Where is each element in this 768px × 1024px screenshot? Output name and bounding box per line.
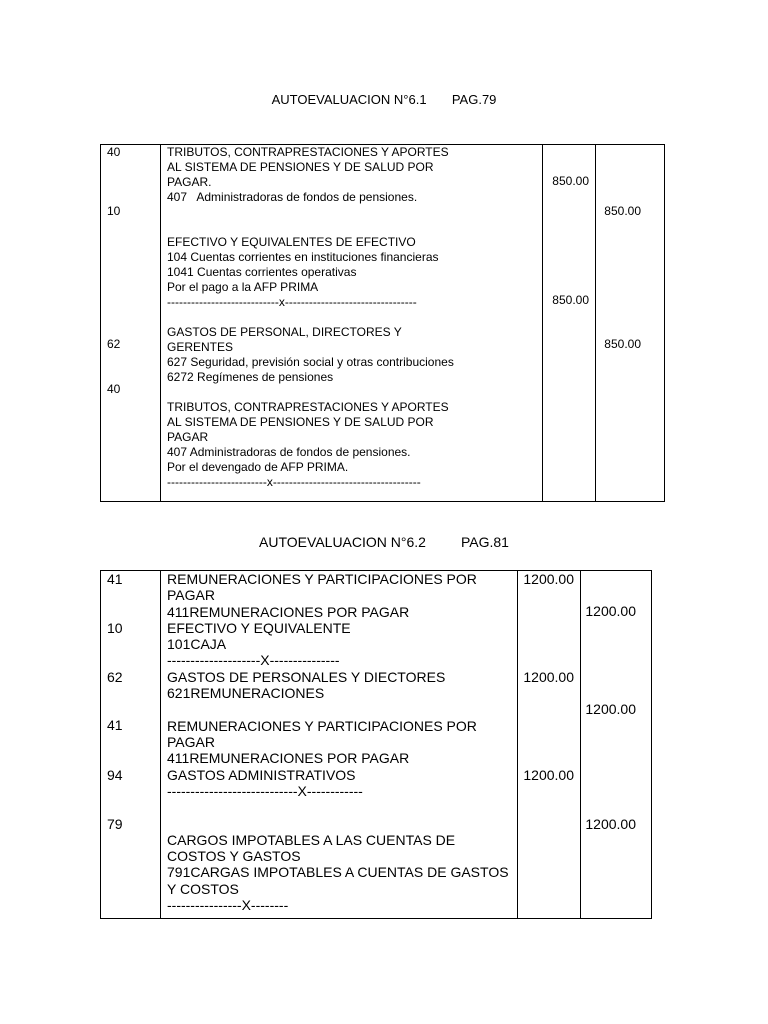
description-line: 621REMUNERACIONES: [167, 685, 325, 702]
description-line: EFECTIVO Y EQUIVALENTES DE EFECTIVO: [167, 235, 416, 249]
description-line: GERENTES: [167, 340, 234, 354]
description-line: 407 Administradoras de fondos de pensiones.: [167, 190, 418, 204]
description-line: PAGAR: [167, 430, 209, 444]
description-line: TRIBUTOS, CONTRAPRESTACIONES Y APORTES: [167, 400, 449, 414]
description-line: 411REMUNERACIONES POR PAGAR: [167, 603, 410, 620]
description-line: ----------------------------X------------: [167, 782, 363, 799]
description-line: --------------------X---------------: [167, 652, 340, 669]
credit-amount: 850.00: [604, 337, 641, 351]
description-line: PAGAR: [167, 587, 215, 604]
description-line: AL SISTEMA DE PENSIONES Y DE SALUD POR: [167, 415, 434, 429]
description-line: REMUNERACIONES Y PARTICIPACIONES POR: [167, 717, 477, 734]
column-divider: [580, 571, 581, 918]
account-code: 62: [107, 669, 123, 685]
credit-amount: 1200.00: [585, 816, 636, 832]
description-line: 407 Administradoras de fondos de pensiones.: [167, 445, 411, 459]
description-line: [167, 815, 509, 831]
description-line: AL SISTEMA DE PENSIONES Y DE SALUD POR: [167, 160, 434, 174]
description-line: 104 Cuentas corrientes en instituciones financieras: [167, 250, 439, 264]
credit-amount: 850.00: [604, 204, 641, 218]
section-1-title: AUTOEVALUACION N°6.1 PAG.79: [271, 92, 497, 107]
account-code: 41: [107, 717, 123, 733]
entry-description: [167, 145, 454, 490]
description-line: 101CAJA: [167, 636, 227, 653]
description-line: Por el pago a la AFP PRIMA: [167, 280, 319, 294]
description-line: CARGOS IMPOTABLES A LAS CUENTAS DE: [167, 831, 456, 848]
description-line: GASTOS ADMINISTRATIVOS: [167, 766, 356, 783]
section-2-title: AUTOEVALUACION N°6.2 PAG.81: [259, 534, 509, 550]
column-divider: [595, 145, 596, 501]
description-line: [167, 205, 454, 220]
debit-amount: 1200.00: [523, 669, 574, 685]
credit-amount: 1200.00: [585, 701, 636, 717]
description-line: COSTOS Y GASTOS: [167, 848, 301, 865]
column-divider: [160, 145, 161, 501]
account-code: 79: [107, 816, 123, 832]
description-line: [167, 701, 509, 717]
credit-amount: 1200.00: [585, 603, 636, 619]
account-code: 41: [107, 571, 123, 587]
account-code: 10: [107, 204, 121, 218]
description-line: ----------------------------x---------------------------------: [167, 295, 417, 309]
column-divider: [160, 571, 161, 918]
description-line: GASTOS DE PERSONALES Y DIECTORES: [167, 668, 446, 685]
account-code: 94: [107, 767, 123, 783]
description-line: PAGAR.: [167, 175, 212, 189]
description-line: ----------------X--------: [167, 896, 289, 913]
debit-amount: 1200.00: [523, 767, 574, 783]
entry-description: [167, 571, 509, 913]
description-line: [167, 385, 454, 400]
column-divider: [517, 571, 518, 918]
description-line: 411REMUNERACIONES POR PAGAR: [167, 750, 410, 767]
account-code: 10: [107, 620, 123, 636]
description-line: GASTOS DE PERSONAL, DIRECTORES Y: [167, 325, 402, 339]
description-line: 6272 Regímenes de pensiones: [167, 370, 334, 384]
debit-amount: 850.00: [552, 293, 589, 307]
description-line: [167, 310, 454, 325]
column-divider: [542, 145, 543, 501]
description-line: 1041 Cuentas corrientes operativas: [167, 265, 357, 279]
description-line: TRIBUTOS, CONTRAPRESTACIONES Y APORTES: [167, 145, 449, 159]
description-line: EFECTIVO Y EQUIVALENTE: [167, 619, 351, 636]
account-code: 40: [107, 145, 121, 159]
description-line: REMUNERACIONES Y PARTICIPACIONES POR: [167, 571, 477, 587]
description-line: Por el devengado de AFP PRIMA.: [167, 460, 349, 474]
description-line: [167, 220, 454, 235]
debit-amount: 850.00: [552, 174, 589, 188]
description-line: 627 Seguridad, previsión social y otras contribuciones: [167, 355, 454, 369]
description-line: -------------------------x-------------------------------------: [167, 475, 421, 489]
journal-entry-table-2: [100, 570, 652, 919]
description-line: [167, 799, 509, 815]
description-line: Y COSTOS: [167, 880, 239, 897]
debit-amount: 1200.00: [523, 571, 574, 587]
account-code: 40: [107, 382, 121, 396]
journal-entry-table-1: [100, 144, 665, 502]
account-code: 62: [107, 337, 121, 351]
description-line: 791CARGAS IMPOTABLES A CUENTAS DE GASTOS: [167, 864, 509, 881]
description-line: PAGAR: [167, 733, 215, 750]
